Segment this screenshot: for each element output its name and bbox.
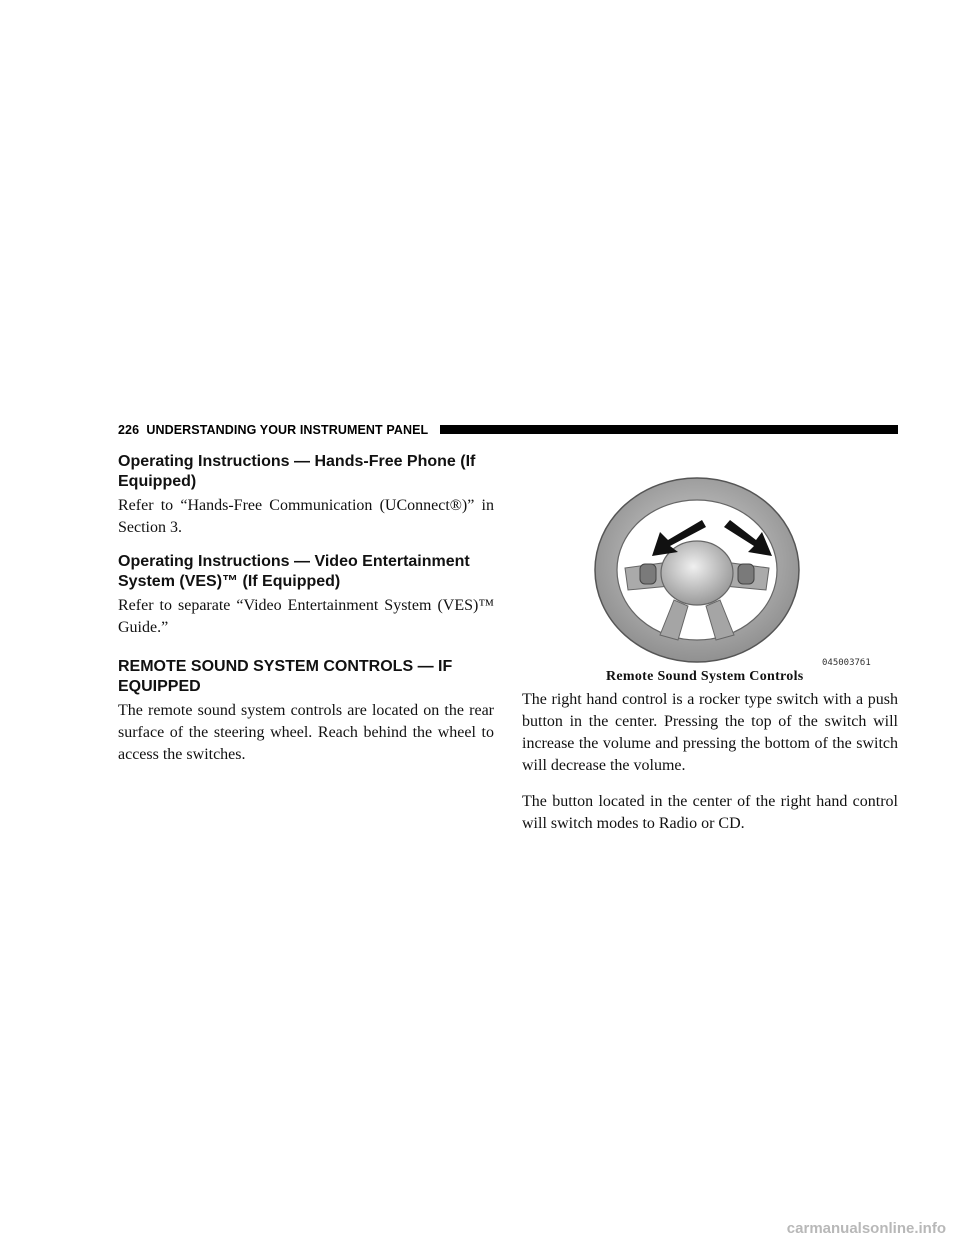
body-video-entertainment: Refer to separate “Video Entertainment System (VES)™ Guide.”	[118, 597, 494, 636]
header-label	[118, 423, 428, 437]
header-rule	[440, 425, 898, 434]
body-hands-free-phone: Refer to “Hands-Free Communication (UConnect®)” in Section 3.	[118, 497, 494, 536]
heading-remote-sound-controls: REMOTE SOUND SYSTEM CONTROLS — IF EQUIPPED	[118, 658, 453, 695]
left-switch-pad	[640, 564, 656, 584]
figure-code: 0450037б1	[822, 658, 871, 668]
left-column	[118, 452, 494, 766]
steering-wheel-illustration	[590, 460, 890, 682]
footer-watermark: carmanualsonline.info	[786, 1220, 946, 1237]
right-column	[522, 689, 898, 835]
heading-hands-free-phone: Operating Instructions — Hands-Free Phone (If Equipped)	[118, 453, 476, 490]
steering-wheel-figure	[590, 460, 890, 682]
page-header	[118, 423, 898, 437]
heading-video-entertainment: Operating Instructions — Video Entertainment System (VES)™ (If Equipped)	[118, 553, 470, 590]
body-remote-sound-controls: The remote sound system controls are located on the rear surface of the steering wheel. Reach behind the wheel to access the switches.	[118, 702, 494, 763]
right-paragraph-mode-button: The button located in the center of the right hand control will switch modes to Radio or CD.	[522, 793, 898, 832]
section-title: UNDERSTANDING YOUR INSTRUMENT PANEL	[146, 423, 429, 437]
right-paragraph-rocker-switch: The right hand control is a rocker type switch with a push button in the center. Pressing the top of the switch will increase the volume and pressing the bottom of the switch will decrease the volume.	[522, 691, 898, 774]
page-number: 226	[118, 423, 140, 437]
figure-caption: Remote Sound System Controls	[606, 669, 804, 684]
right-switch-pad	[738, 564, 754, 584]
